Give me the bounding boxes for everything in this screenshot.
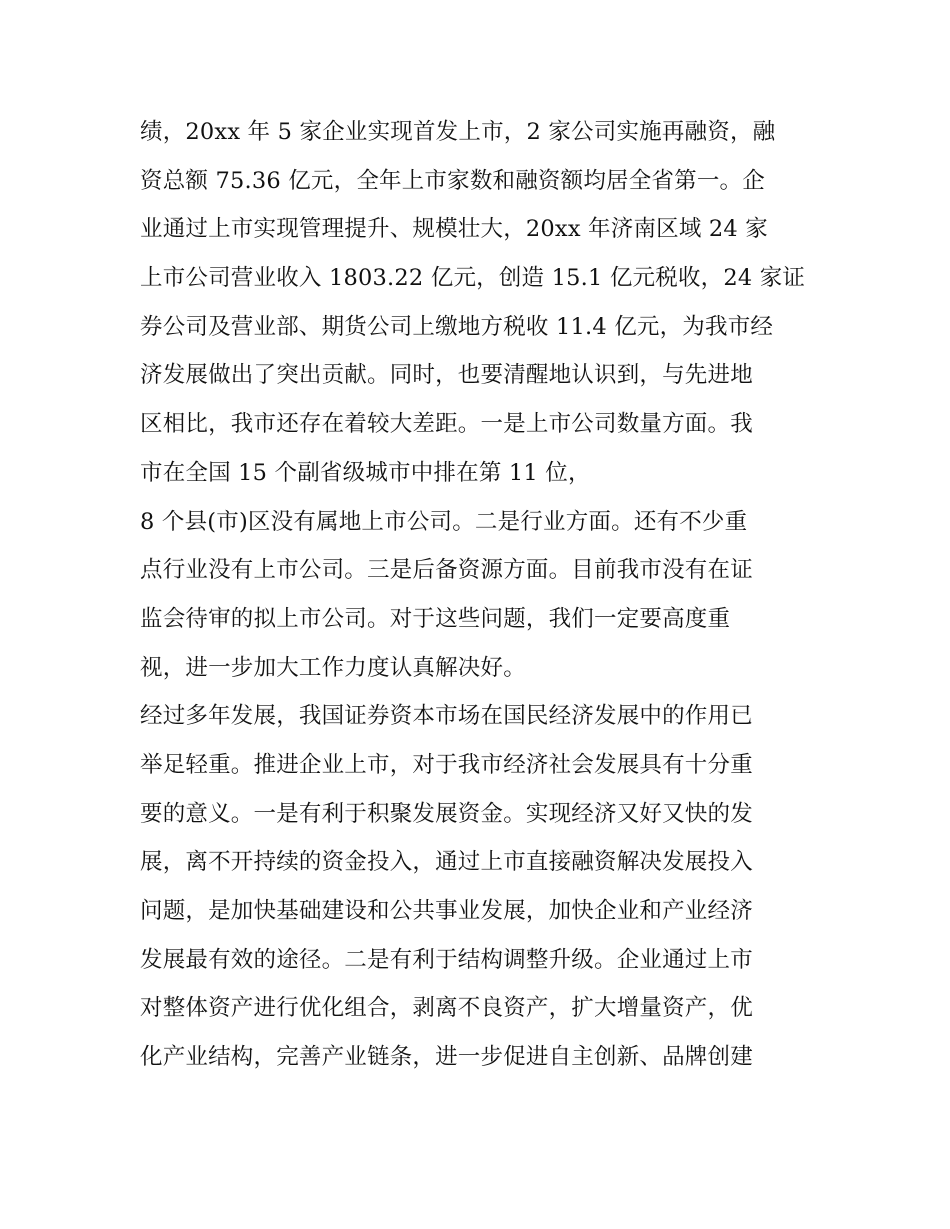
text-line: 经过多年发展，我国证券资本市场在国民经济发展中的作用已 bbox=[140, 703, 753, 730]
text-line: 举足轻重。推进企业上市，对于我市经济社会发展具有十分重 bbox=[140, 751, 753, 778]
text-line: 对整体资产进行优化组合，剥离不良资产，扩大增量资产，优 bbox=[140, 995, 753, 1022]
text-line: 券公司及营业部、期货公司上缴地方税收 11.4 亿元，为我市经 bbox=[140, 313, 774, 340]
text-line: 8 个县(市)区没有属地上市公司。二是行业方面。还有不少重 bbox=[140, 508, 748, 535]
text-line: 市在全国 15 个副省级城市中排在第 11 位， bbox=[140, 459, 591, 486]
text-line: 展，离不开持续的资金投入，通过上市直接融资解决发展投入 bbox=[140, 849, 753, 876]
text-line: 点行业没有上市公司。三是后备资源方面。目前我市没有在证 bbox=[140, 557, 753, 584]
text-line: 问题，是加快基础建设和公共事业发展，加快企业和产业经济 bbox=[140, 898, 753, 924]
text-line: 区相比，我市还存在着较大差距。一是上市公司数量方面。我 bbox=[140, 411, 753, 438]
text-line: 资总额 75.36 亿元，全年上市家数和融资额均居全省第一。企 bbox=[140, 167, 765, 194]
text-line: 济发展做出了突出贡献。同时，也要清醒地认识到，与先进地 bbox=[140, 362, 753, 389]
text-line: 要的意义。一是有利于积聚发展资金。实现经济又好又快的发 bbox=[140, 800, 753, 827]
body-text bbox=[140, 108, 820, 1082]
text-line: 化产业结构，完善产业链条，进一步促进自主创新、品牌创建 bbox=[140, 1044, 753, 1071]
text-line: 视，进一步加大工作力度认真解决好。 bbox=[140, 654, 526, 681]
text-line: 业通过上市实现管理提升、规模壮大，20xx 年济南区域 24 家 bbox=[140, 216, 768, 243]
text-line: 上市公司营业收入 1803.22 亿元，创造 15.1 亿元税收，24 家证 bbox=[140, 265, 806, 292]
text-line: 监会待审的拟上市公司。对于这些问题，我们一定要高度重 bbox=[140, 605, 731, 632]
text-line: 发展最有效的途径。二是有利于结构调整升级。企业通过上市 bbox=[140, 946, 753, 973]
text-line: 绩，20xx 年 5 家企业实现首发上市，2 家公司实施再融资，融 bbox=[140, 119, 776, 145]
